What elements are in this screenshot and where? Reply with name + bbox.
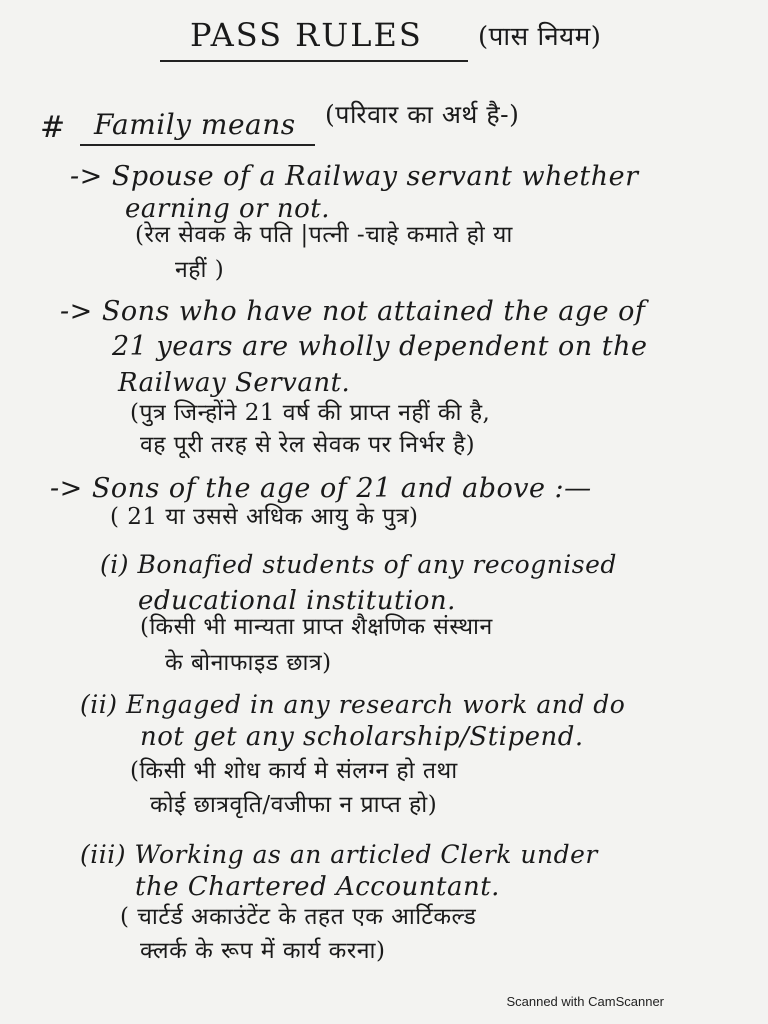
page-title-hindi: (पास नियम): [478, 22, 602, 52]
note-line: (किसी भी शोध कार्य मे संलग्न हो तथा: [130, 758, 458, 784]
note-line: (ii) Engaged in any research work and do: [80, 690, 626, 719]
note-line: educational institution.: [138, 586, 456, 616]
note-line: ( 21 या उससे अधिक आयु के पुत्र): [110, 504, 419, 530]
heading-hindi: (परिवार का अर्थ है-): [325, 100, 520, 129]
note-line: कोई छात्रवृति/वजीफा न प्राप्त हो): [150, 792, 438, 818]
note-line: (i) Bonafied students of any recognised: [100, 550, 617, 579]
note-line: -> Sons of the age of 21 and above :—: [50, 473, 592, 504]
heading-family-means: Family means: [94, 108, 296, 141]
note-line: (पुत्र जिन्होंने 21 वर्ष की प्राप्त नहीं की है,: [130, 400, 491, 426]
note-line: नहीं ): [175, 257, 225, 283]
note-line: Railway Servant.: [118, 368, 351, 398]
note-line: -> Sons who have not attained the age of: [60, 296, 646, 327]
note-line: के बोनाफाइड छात्र): [165, 650, 332, 676]
heading-underline: [80, 144, 315, 146]
note-line: क्लर्क के रूप में कार्य करना): [140, 938, 386, 964]
page-title: PASS RULES: [190, 16, 423, 54]
note-line: (iii) Working as an articled Clerk under: [80, 840, 598, 869]
scanner-watermark: Scanned with CamScanner: [506, 994, 664, 1009]
note-line: 21 years are wholly dependent on the: [112, 331, 648, 362]
note-line: (रेल सेवक के पति |पत्नी -चाहे कमाते हो या: [135, 222, 513, 248]
note-line: (किसी भी मान्यता प्राप्त शैक्षणिक संस्थान: [140, 614, 493, 640]
note-line: the Chartered Accountant.: [135, 872, 500, 902]
heading-mark: #: [40, 110, 66, 145]
note-line: -> Spouse of a Railway servant whether: [70, 161, 639, 192]
note-line: earning or not.: [125, 194, 330, 224]
note-line: ( चार्टर्ड अकाउंटेंट के तहत एक आर्टिकल्ड: [120, 904, 477, 930]
note-line: वह पूरी तरह से रेल सेवक पर निर्भर है): [140, 432, 476, 458]
title-underline: [160, 60, 468, 62]
note-line: not get any scholarship/Stipend.: [140, 722, 584, 752]
